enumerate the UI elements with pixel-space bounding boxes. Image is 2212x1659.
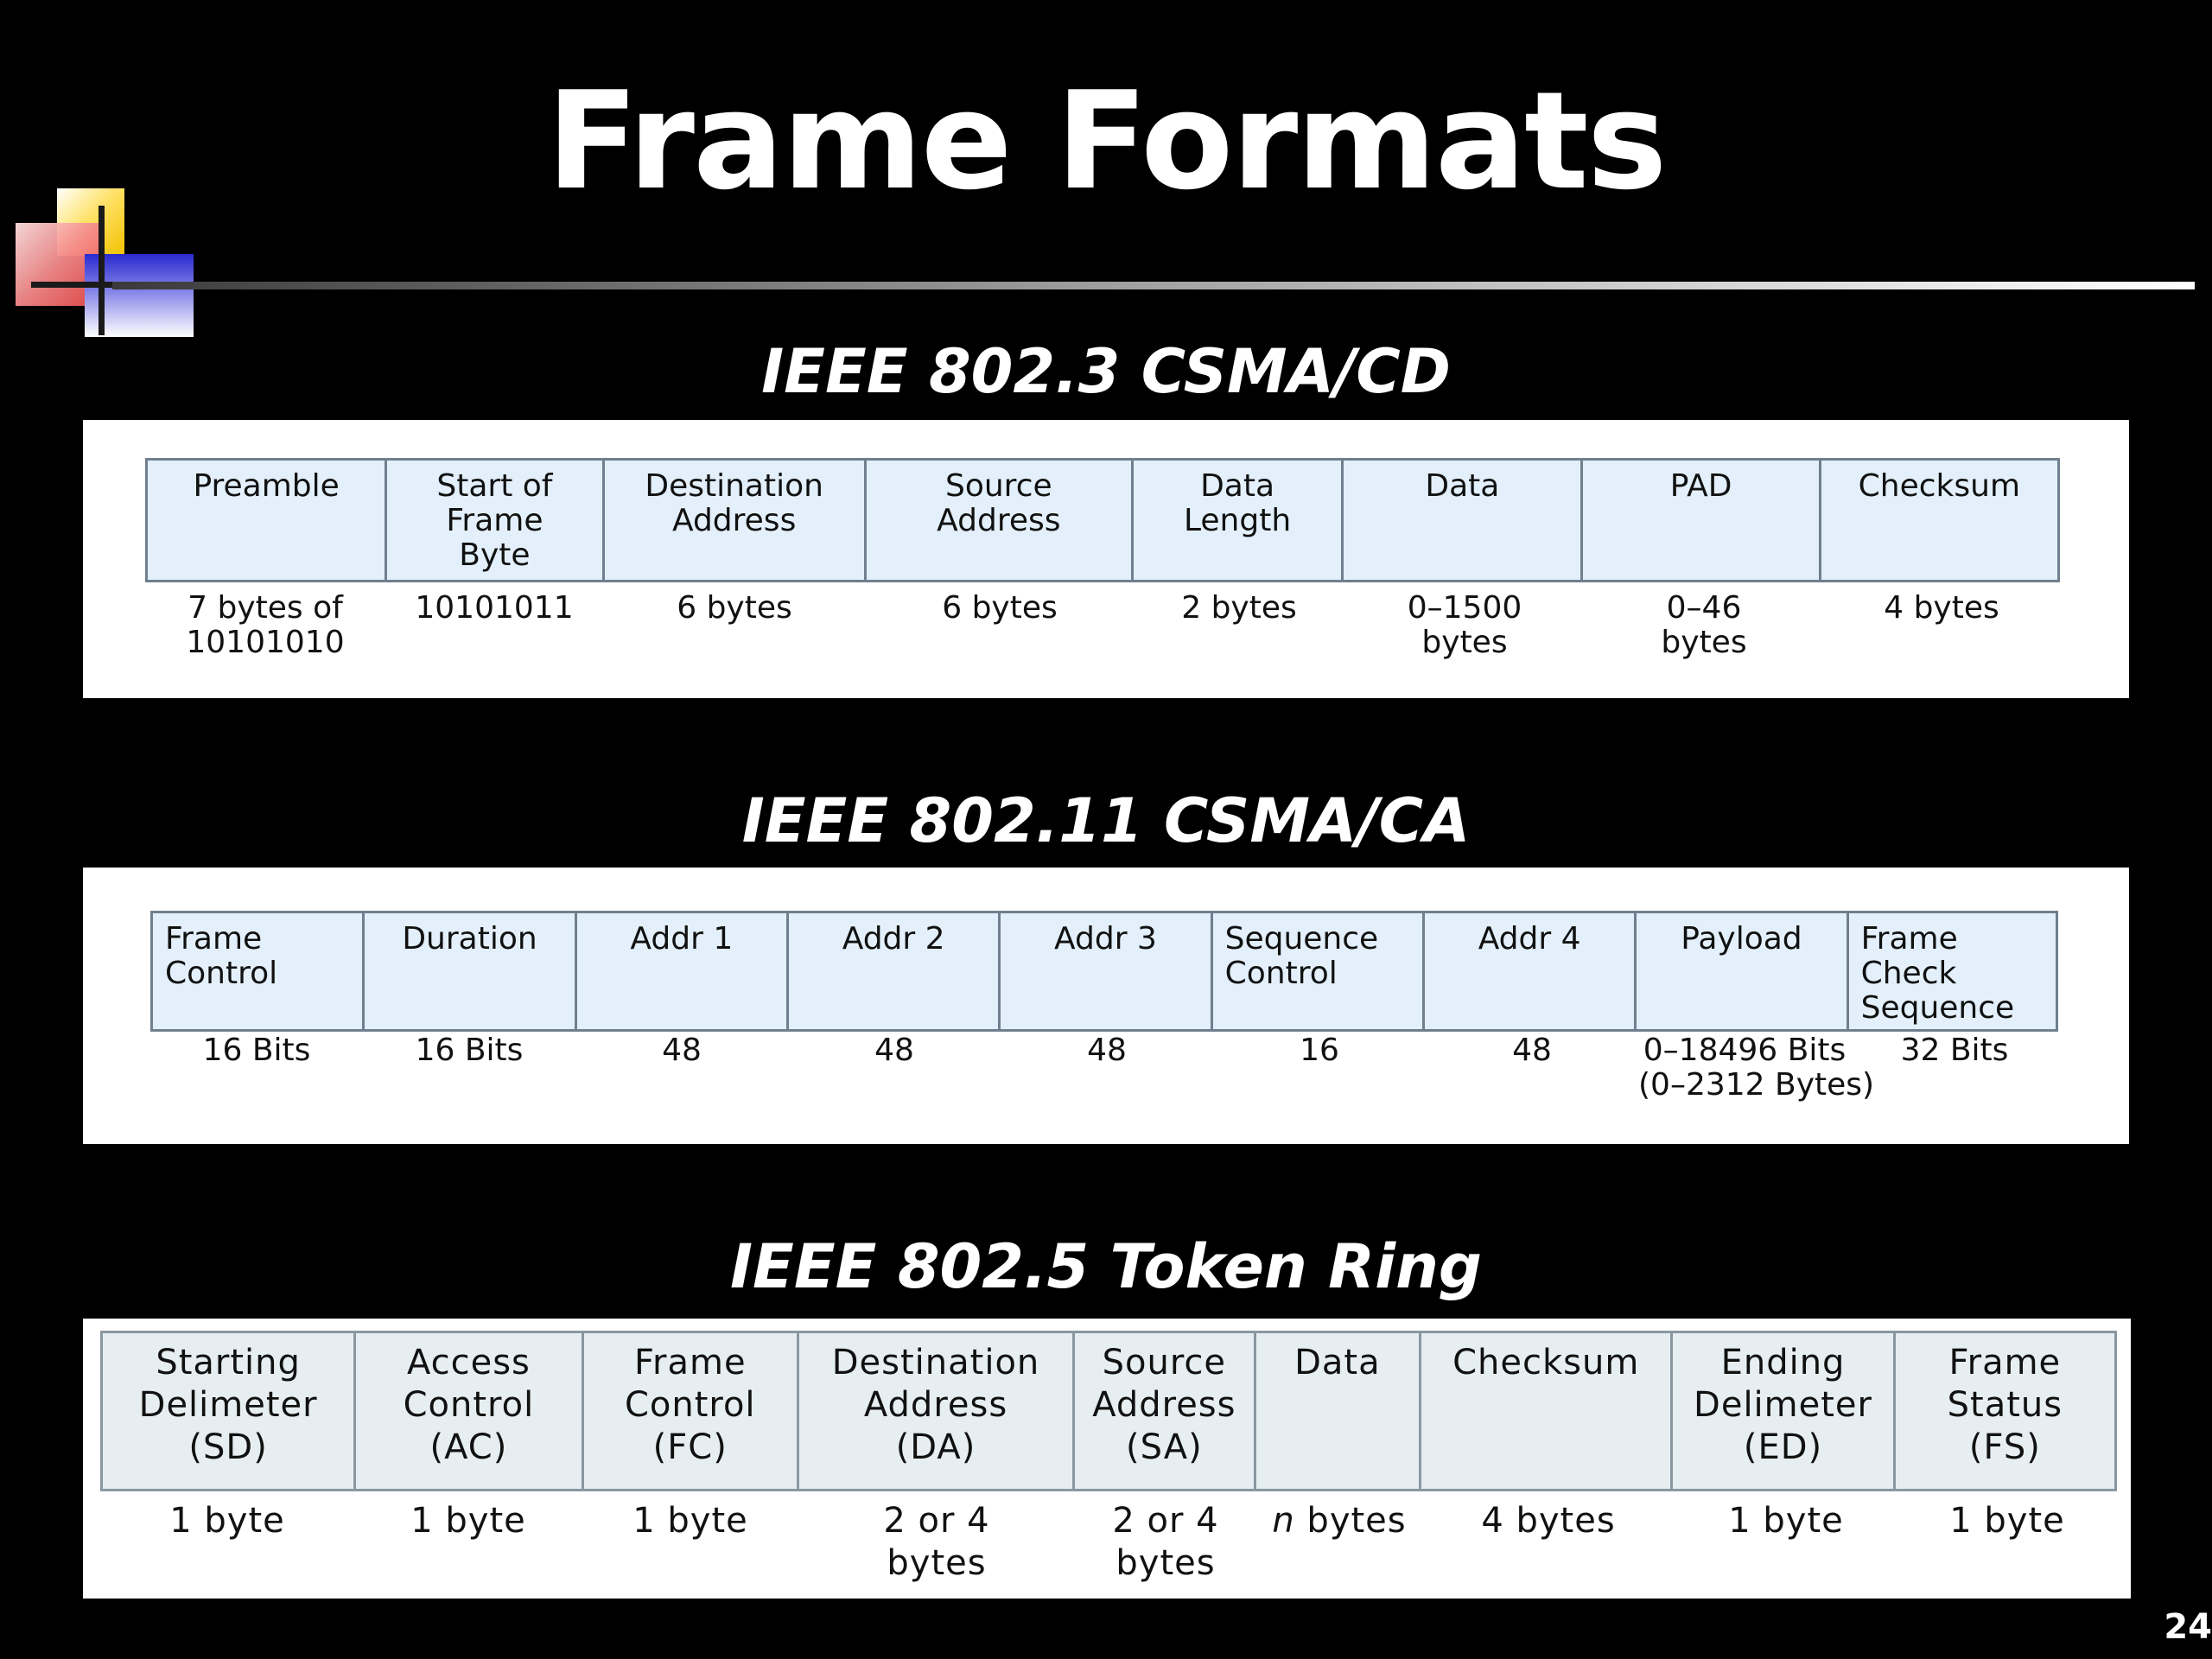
size-line: 1 byte <box>1949 1501 2065 1541</box>
name-line: Sequence <box>1860 990 2015 1026</box>
name-line: Access <box>406 1343 531 1382</box>
name-line: Delimeter <box>138 1385 318 1425</box>
name-line: Byte <box>459 537 531 573</box>
frame-fields-csma-ca <box>150 911 2058 1032</box>
frame-field-size <box>603 591 866 660</box>
size-line: 2 or 4 <box>883 1501 990 1541</box>
frame-field-cell <box>103 1333 356 1489</box>
frame-field-cell <box>1213 913 1425 1029</box>
frame-field-cell <box>1001 913 1212 1029</box>
name-line: Delimeter <box>1694 1385 1872 1425</box>
frame-field-size <box>1344 591 1585 660</box>
name-line: Checksum <box>1452 1343 1640 1382</box>
frame-field-cell <box>387 461 604 580</box>
name-line: Address <box>937 503 1061 538</box>
name-line: Check <box>1860 956 1957 991</box>
name-line: Length <box>1183 503 1292 538</box>
name-line: Frame <box>633 1343 747 1382</box>
frame-field-size <box>385 591 603 660</box>
name-line: (FC) <box>652 1427 728 1467</box>
name-line: Status <box>1947 1385 2063 1425</box>
frame-field-size <box>1851 1033 2058 1103</box>
frame-field-size <box>1256 1500 1422 1585</box>
frame-field-size <box>354 1500 582 1585</box>
name-line: Control <box>1224 956 1338 991</box>
frame-field-cell <box>365 913 576 1029</box>
name-line: Frame <box>165 921 263 957</box>
name-line: Control <box>165 956 278 991</box>
size-line: (0–2312 Bytes) <box>1638 1067 1875 1103</box>
size-line: 0–1500 <box>1407 590 1522 626</box>
name-line: Checksum <box>1858 468 2021 504</box>
frame-field-cell <box>789 913 1001 1029</box>
field-sizes-csma-ca <box>150 1033 2058 1103</box>
frame-field-cell <box>1896 1333 2114 1489</box>
name-line: (SA) <box>1125 1427 1203 1467</box>
name-line: Destination <box>645 468 823 504</box>
size-line: 32 Bits <box>1900 1033 2009 1068</box>
name-line: Addr 1 <box>630 921 734 957</box>
frame-fields-token-ring <box>100 1331 2117 1491</box>
size-line: 10101010 <box>186 625 345 660</box>
frame-field-cell <box>1849 913 2056 1029</box>
size-line: bytes <box>1421 625 1508 660</box>
frame-diagram-token-ring <box>83 1319 2131 1599</box>
name-line: Sequence <box>1224 921 1379 957</box>
frame-field-cell <box>1421 1333 1673 1489</box>
name-line: Frame <box>1860 921 1958 957</box>
decorative-squares-logo <box>16 188 197 340</box>
field-sizes-token-ring <box>100 1500 2117 1585</box>
field-sizes-csma-cd <box>145 591 2060 660</box>
name-line: Frame <box>1948 1343 2062 1382</box>
name-line: Data <box>1200 468 1275 504</box>
size-line: 16 Bits <box>415 1033 524 1068</box>
frame-field-size <box>798 1500 1075 1585</box>
name-line: (DA) <box>895 1427 976 1467</box>
name-line: Source <box>944 468 1052 504</box>
name-line: Addr 4 <box>1478 921 1581 957</box>
name-line: Duration <box>402 921 537 957</box>
frame-field-size <box>866 591 1134 660</box>
frame-diagram-csma-ca <box>83 868 2129 1144</box>
name-line: Addr 3 <box>1054 921 1157 957</box>
size-variable-n: n <box>1272 1501 1295 1541</box>
frame-fields-csma-cd <box>145 458 2060 582</box>
frame-field-size <box>145 591 385 660</box>
frame-field-size <box>788 1033 1001 1103</box>
size-line: bytes <box>887 1543 987 1583</box>
size-line: 48 <box>1087 1033 1127 1068</box>
size-line: 2 bytes <box>1181 590 1297 626</box>
frame-field-cell <box>577 913 789 1029</box>
frame-field-cell <box>153 913 365 1029</box>
name-line: Data <box>1425 468 1500 504</box>
frame-field-size <box>1585 591 1823 660</box>
frame-field-cell <box>1583 461 1821 580</box>
frame-field-cell <box>584 1333 799 1489</box>
name-line: Start of <box>436 468 553 504</box>
frame-field-cell <box>148 461 387 580</box>
name-line: (FS) <box>1968 1427 2041 1467</box>
frame-field-cell <box>1673 1333 1895 1489</box>
frame-field-size <box>363 1033 575 1103</box>
name-line: Source <box>1102 1343 1227 1382</box>
frame-field-size <box>1638 1033 1875 1103</box>
frame-field-cell <box>1134 461 1344 580</box>
frame-field-size <box>150 1033 363 1103</box>
name-line: Starting <box>156 1343 301 1382</box>
name-line: Destination <box>831 1343 1040 1382</box>
frame-field-size <box>582 1500 798 1585</box>
size-line: 16 <box>1300 1033 1339 1068</box>
name-line: Address <box>863 1385 1008 1425</box>
frame-field-cell <box>1821 461 2057 580</box>
section-title-token-ring: IEEE 802.5 Token Ring <box>729 1231 1483 1302</box>
frame-field-size <box>1075 1500 1256 1585</box>
name-line: Address <box>1092 1385 1236 1425</box>
frame-field-size <box>1422 1500 1675 1585</box>
frame-field-size <box>575 1033 788 1103</box>
size-line: 7 bytes of <box>188 590 343 626</box>
frame-field-size <box>1675 1500 1897 1585</box>
size-line: 10101011 <box>415 590 574 626</box>
name-line: Payload <box>1681 921 1802 957</box>
name-line: Ending <box>1720 1343 1846 1382</box>
name-line: Control <box>624 1385 756 1425</box>
frame-field-cell <box>605 461 867 580</box>
frame-field-cell <box>1256 1333 1422 1489</box>
slide-title: Frame Formats <box>546 62 1666 219</box>
size-line: 16 Bits <box>202 1033 311 1068</box>
size-line: 1 byte <box>1728 1501 1844 1541</box>
size-line: 48 <box>874 1033 914 1068</box>
name-line: (SD) <box>188 1427 268 1467</box>
size-line: 1 byte <box>410 1501 526 1541</box>
frame-field-cell <box>356 1333 583 1489</box>
section-title-csma-cd: IEEE 802.3 CSMA/CD <box>761 336 1451 407</box>
size-line: n bytes <box>1272 1501 1407 1541</box>
frame-field-cell <box>1075 1333 1255 1489</box>
name-line: Frame <box>446 503 543 538</box>
size-line: 1 byte <box>169 1501 285 1541</box>
size-line: 48 <box>662 1033 702 1068</box>
size-line: 0–46 <box>1666 590 1742 626</box>
page-number: 24 <box>2164 1607 2212 1647</box>
size-line: 4 bytes <box>1884 590 1999 626</box>
size-line: 1 byte <box>632 1501 748 1541</box>
frame-field-cell <box>1344 461 1583 580</box>
frame-diagram-csma-cd <box>83 420 2129 698</box>
size-line: 0–18496 Bits <box>1643 1033 1847 1068</box>
frame-field-size <box>1001 1033 1213 1103</box>
name-line: Control <box>403 1385 535 1425</box>
name-line: Addr 2 <box>842 921 945 957</box>
section-title-csma-ca: IEEE 802.11 CSMA/CA <box>741 785 1471 856</box>
frame-field-size <box>1134 591 1344 660</box>
frame-field-size <box>1823 591 2060 660</box>
frame-field-cell <box>799 1333 1075 1489</box>
frame-field-size <box>1426 1033 1638 1103</box>
name-line: Address <box>671 503 797 538</box>
name-line: Preamble <box>193 468 340 504</box>
size-line: 6 bytes <box>942 590 1058 626</box>
size-line: bytes <box>1116 1543 1216 1583</box>
name-line: Data <box>1294 1343 1381 1382</box>
name-line: (AC) <box>429 1427 508 1467</box>
size-line: 6 bytes <box>677 590 792 626</box>
frame-field-cell <box>1425 913 1637 1029</box>
name-line: PAD <box>1669 468 1732 504</box>
size-line: 48 <box>1512 1033 1552 1068</box>
title-underline-rule <box>112 282 2195 289</box>
frame-field-size <box>1213 1033 1426 1103</box>
frame-field-size <box>1897 1500 2117 1585</box>
size-line: bytes <box>1661 625 1747 660</box>
crosshair-vertical-line <box>99 206 105 335</box>
size-line: 2 or 4 <box>1112 1501 1219 1541</box>
frame-field-size <box>100 1500 354 1585</box>
frame-field-cell <box>867 461 1134 580</box>
name-line: (ED) <box>1743 1427 1823 1467</box>
size-line: 4 bytes <box>1481 1501 1616 1541</box>
frame-field-cell <box>1637 913 1848 1029</box>
